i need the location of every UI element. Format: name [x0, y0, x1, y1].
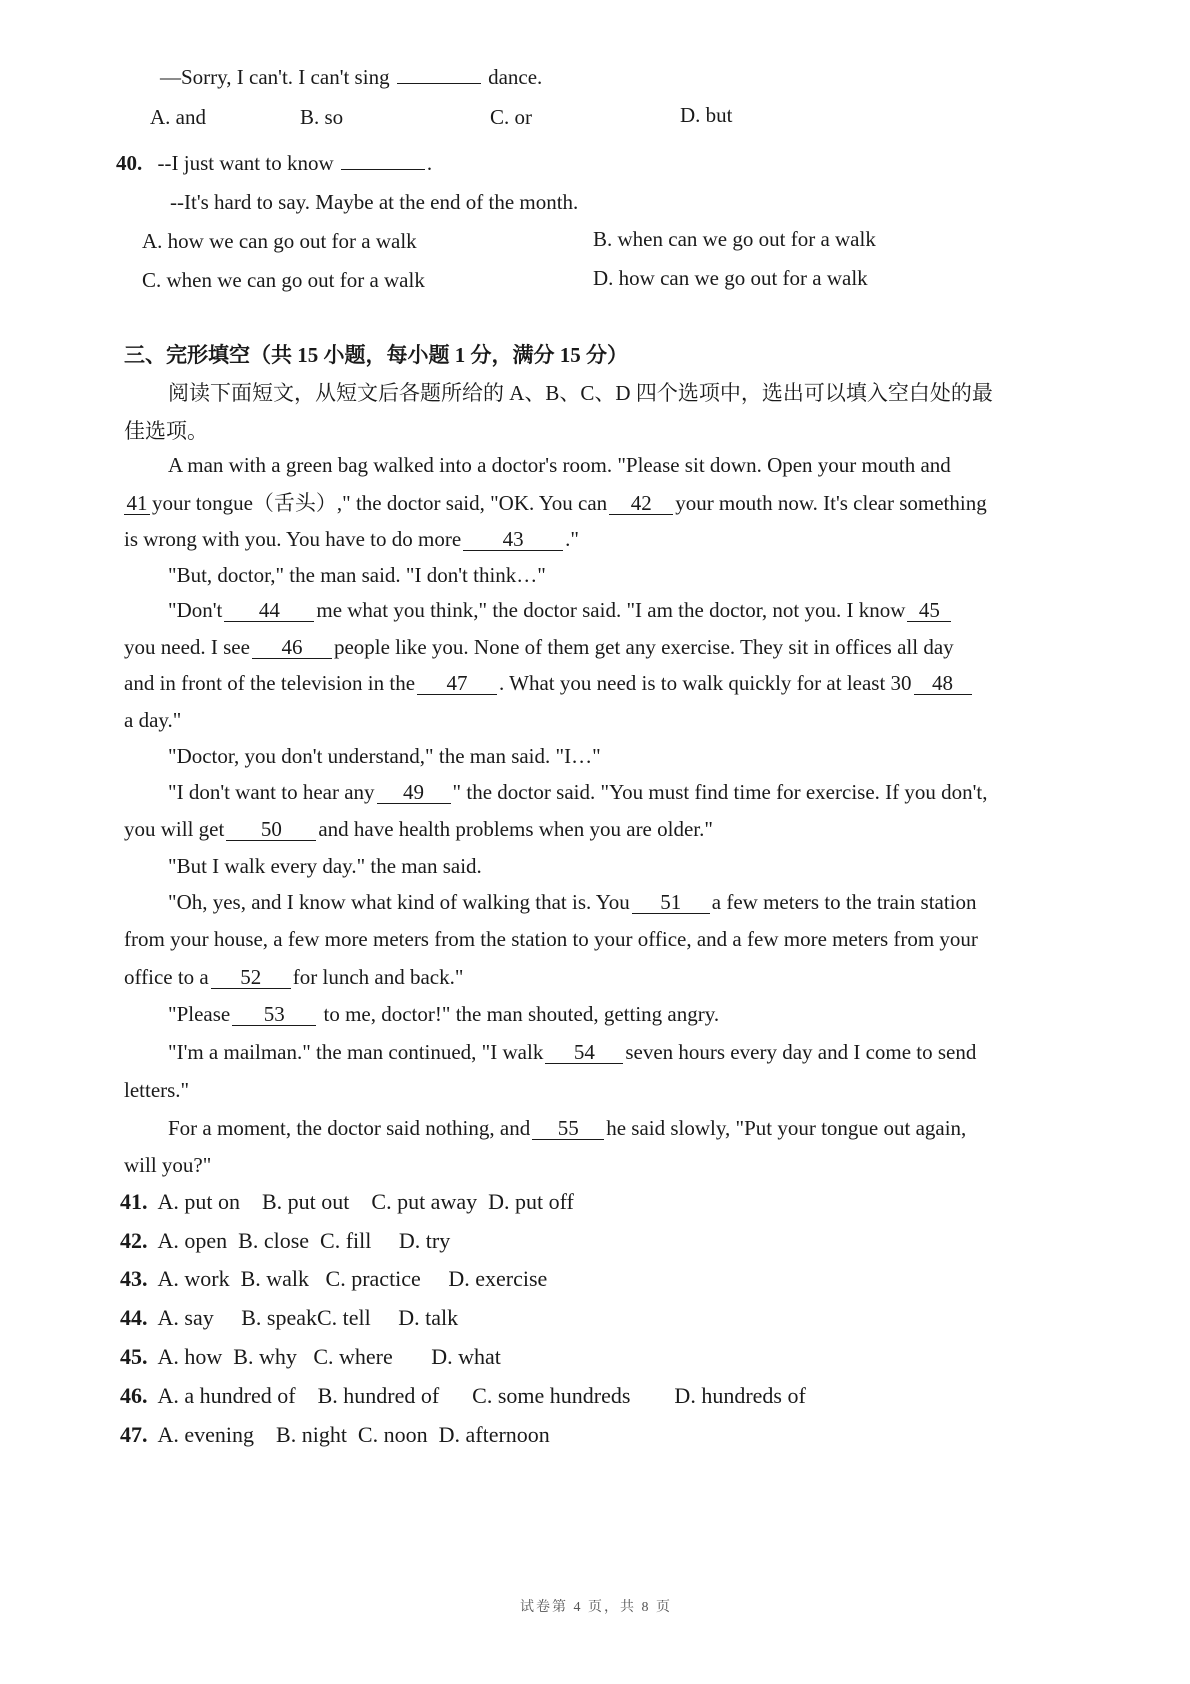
passage-text: "I don't want to hear any	[168, 780, 375, 804]
passage-text: office to a	[124, 965, 209, 989]
question-number: 44.	[120, 1305, 148, 1330]
blank-52: 52	[211, 966, 291, 989]
answer-options: A. how B. why C. where D. what	[157, 1344, 501, 1369]
passage-line-5	[168, 597, 953, 623]
q40-line2: --It's hard to say. Maybe at the end of the month.	[170, 190, 579, 214]
passage-line-12: "But I walk every day." the man said.	[168, 854, 482, 878]
blank-46: 46	[252, 636, 332, 659]
question-number: 43.	[120, 1266, 148, 1291]
answer-options: A. a hundred of B. hundred of C. some hundreds D. hundreds of	[157, 1383, 806, 1408]
passage-line-6	[124, 634, 954, 660]
passage-line-17	[168, 1039, 976, 1065]
passage-text: for lunch and back."	[292, 965, 464, 989]
answer-options: A. put on B. put out C. put away D. put off	[157, 1189, 574, 1214]
passage-text: "I'm a mailman." the man continued, "I walk	[168, 1040, 544, 1064]
q40-option-c: C. when we can go out for a walk	[142, 268, 425, 292]
answer-options: A. work B. walk C. practice D. exercise	[157, 1266, 548, 1291]
page-footer: 试卷第 4 页，共 8 页	[520, 1600, 672, 1615]
passage-line-20: will you?"	[124, 1153, 212, 1177]
blank-45: 45	[907, 599, 951, 622]
passage-text: seven hours every day and I come to send	[625, 1040, 977, 1064]
blank-44: 44	[224, 599, 314, 622]
passage-line-3	[124, 526, 579, 552]
question-number: 46.	[120, 1383, 148, 1408]
question-number: 47.	[120, 1422, 148, 1447]
passage-text: me what you think," the doctor said. "I am the doctor, not you. I know	[316, 598, 906, 622]
q39-after-text: dance.	[488, 65, 543, 89]
q40-number: 40.	[116, 151, 143, 175]
blank-50: 50	[226, 818, 316, 841]
passage-text: you need. I see	[124, 635, 250, 659]
q39-option-d: D. but	[680, 103, 733, 127]
blank-47: 47	[417, 672, 497, 695]
answer-options: A. evening B. night C. noon D. afternoon	[157, 1422, 550, 1447]
section-instruction-2: 佳选项。	[124, 419, 208, 443]
q40-period: .	[426, 151, 433, 175]
question-number: 41.	[120, 1189, 148, 1214]
blank-43: 43	[463, 528, 563, 551]
passage-line-9: "Doctor, you don't understand," the man said. "I…"	[168, 744, 601, 768]
passage-text: ."	[565, 527, 579, 551]
answer-row-46	[120, 1383, 806, 1409]
passage-line-11	[124, 816, 713, 842]
answer-row-45	[120, 1344, 501, 1370]
passage-text: . What you need is to walk quickly for at least 30	[499, 671, 912, 695]
passage-text: " the doctor said. "You must find time for exercise. If you don't,	[452, 780, 988, 804]
blank-53: 53	[232, 1003, 316, 1026]
passage-line-13	[168, 889, 977, 915]
passage-text: a few meters to the train station	[711, 890, 977, 914]
answer-row-43	[120, 1266, 547, 1292]
answer-options: A. say B. speakC. tell D. talk	[157, 1305, 459, 1330]
passage-line-15	[124, 964, 463, 990]
q39-response-text: —Sorry, I can't. I can't sing	[160, 65, 390, 89]
answer-row-41	[120, 1189, 574, 1215]
section-instruction-1: 阅读下面短文，从短文后各题所给的 A、B、C、D 四个选项中，选出可以填入空白处的最	[168, 381, 993, 405]
q39-option-b: B. so	[300, 105, 344, 129]
blank-41: 41	[124, 492, 150, 515]
answer-row-47	[120, 1422, 550, 1448]
q40-option-a: A. how we can go out for a walk	[142, 229, 417, 253]
passage-text: is wrong with you. You have to do more	[124, 527, 462, 551]
question-number: 45.	[120, 1344, 148, 1369]
answer-row-42	[120, 1228, 450, 1254]
passage-text: you will get	[124, 817, 225, 841]
passage-line-14: from your house, a few more meters from the station to your office, and a few more meters from your	[124, 927, 978, 951]
passage-text: he said slowly, "Put your tongue out again,	[606, 1116, 967, 1140]
q40-option-d: D. how can we go out for a walk	[593, 266, 868, 290]
q39-response	[160, 64, 542, 90]
q39-option-a: A. and	[150, 105, 206, 129]
blank-51: 51	[632, 891, 710, 914]
passage-text: to me, doctor!" the man shouted, getting angry.	[323, 1002, 720, 1026]
passage-line-4: "But, doctor," the man said. "I don't think…"	[168, 563, 546, 587]
passage-line-1: A man with a green bag walked into a doctor's room. "Please sit down. Open your mouth and	[168, 453, 951, 477]
passage-line-19	[168, 1115, 966, 1141]
q40-option-b: B. when can we go out for a walk	[593, 227, 876, 251]
q40-prompt: --I just want to know	[157, 151, 334, 175]
blank-55: 55	[532, 1117, 604, 1140]
passage-text: people like you. None of them get any exercise. They sit in offices all day	[333, 635, 954, 659]
section-title: 三、完形填空（共 15 小题，每小题 1 分，满分 15 分）	[124, 343, 628, 367]
answer-row-44	[120, 1305, 458, 1331]
passage-text: and have health problems when you are older."	[318, 817, 713, 841]
passage-text: your mouth now. It's clear something	[675, 491, 987, 515]
passage-text: your tongue（舌头）," the doctor said, "OK. You can	[152, 491, 608, 515]
passage-text: For a moment, the doctor said nothing, and	[168, 1116, 531, 1140]
blank-48: 48	[914, 672, 972, 695]
passage-text: "Oh, yes, and I know what kind of walking that is. You	[168, 890, 630, 914]
q40-line1	[116, 150, 432, 176]
passage-line-8: a day."	[124, 708, 182, 732]
blank-42: 42	[609, 492, 673, 515]
passage-line-10	[168, 779, 988, 805]
passage-text: "Don't	[168, 598, 223, 622]
passage-line-7	[124, 670, 974, 696]
answer-options: A. open B. close C. fill D. try	[157, 1228, 451, 1253]
question-number: 42.	[120, 1228, 148, 1253]
blank-54: 54	[545, 1041, 623, 1064]
passage-line-16	[168, 1001, 719, 1027]
blank-49: 49	[377, 781, 451, 804]
passage-line-18: letters."	[124, 1078, 190, 1102]
q40-blank	[341, 169, 425, 170]
passage-text: and in front of the television in the	[124, 671, 416, 695]
q39-option-c: C. or	[490, 105, 532, 129]
passage-line-2	[124, 490, 987, 516]
passage-text: "Please	[168, 1002, 231, 1026]
q39-blank	[397, 83, 481, 84]
